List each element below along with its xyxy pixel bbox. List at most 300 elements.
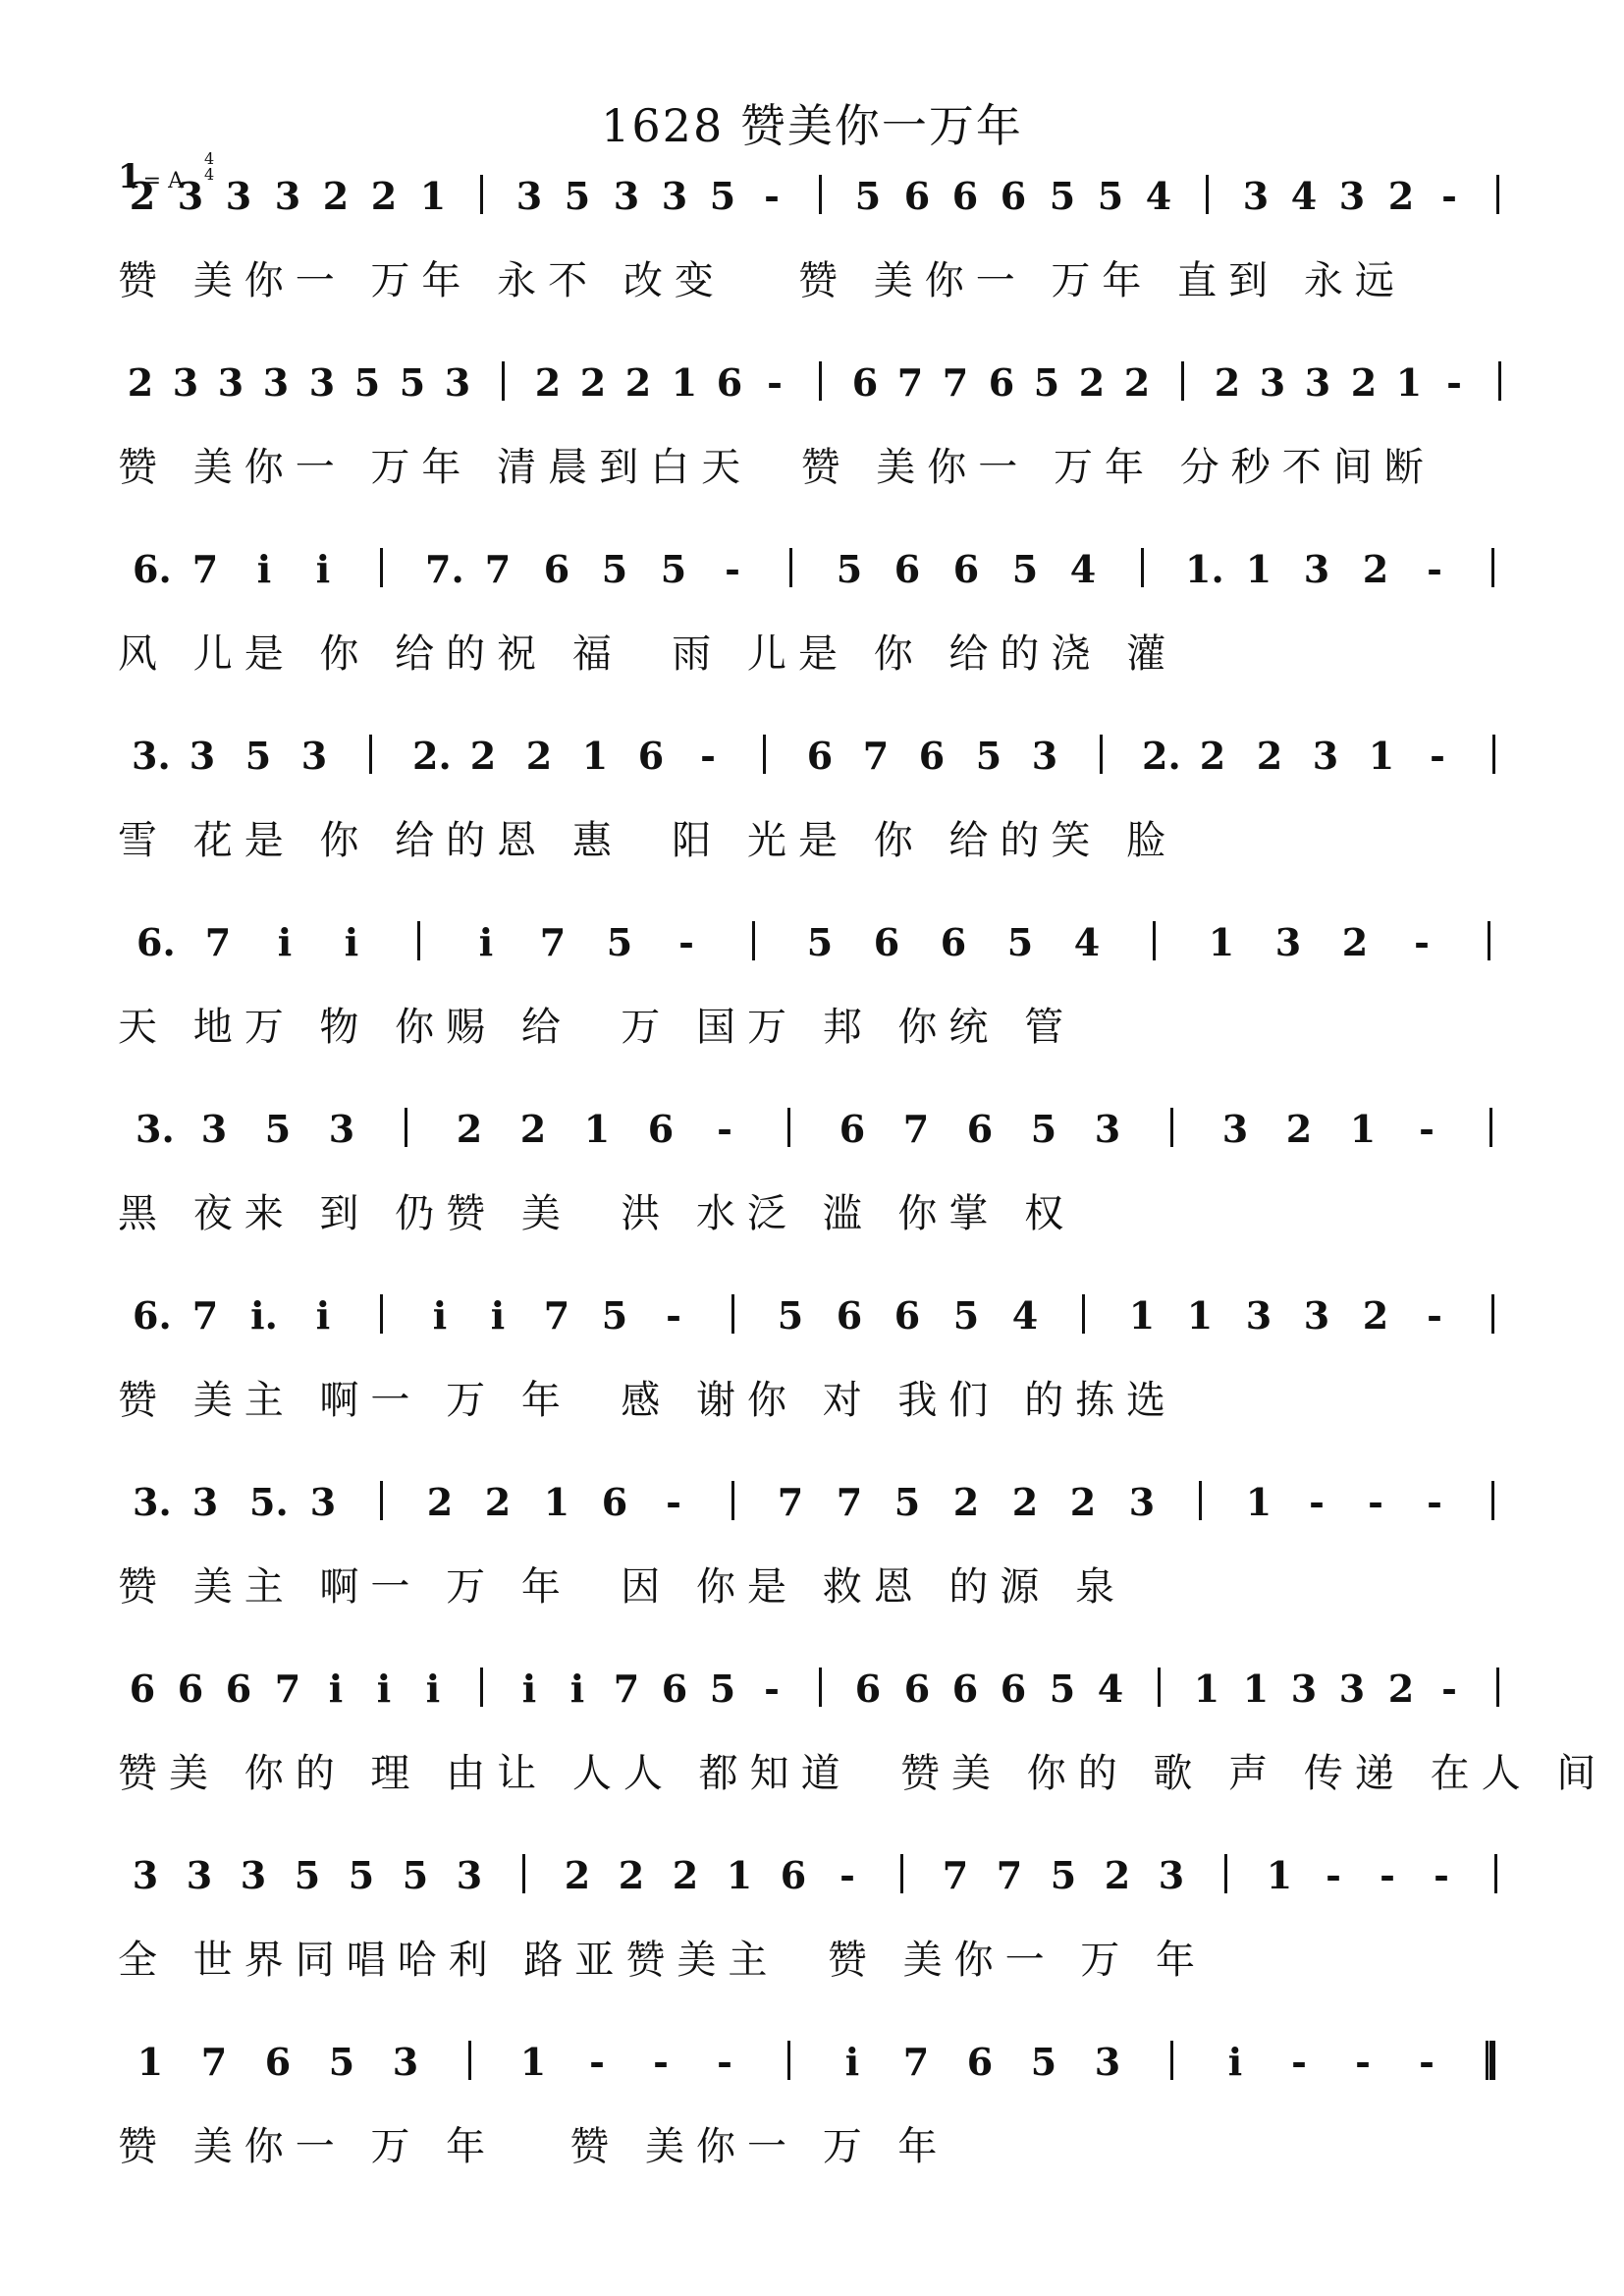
- note: 6: [129, 1667, 156, 1711]
- bar-line: [1199, 1481, 1202, 1520]
- note: 3: [309, 1480, 337, 1524]
- bar-line: [1206, 175, 1209, 214]
- note: i: [478, 920, 494, 964]
- extension-dash: -: [1419, 1107, 1435, 1151]
- notes-line: [118, 334, 1520, 432]
- note: 6: [264, 2040, 292, 2084]
- note: 6: [839, 1107, 866, 1151]
- note: 3: [1259, 360, 1286, 405]
- score-row: [0, 1453, 1624, 1611]
- note: 6: [661, 1667, 688, 1711]
- bar-line: [480, 1667, 483, 1707]
- note: 7: [191, 1293, 219, 1338]
- notes-line: [118, 1267, 1520, 1365]
- lyrics-line: [118, 996, 1522, 1051]
- note: 2: [1199, 734, 1226, 778]
- time-signature-bottom: 4: [204, 165, 215, 184]
- note: i: [432, 1293, 448, 1338]
- notes-line: [118, 1827, 1520, 1925]
- note: 2: [1078, 360, 1106, 405]
- note: 7: [862, 734, 890, 778]
- notes-line: [118, 707, 1520, 805]
- note: i: [344, 920, 359, 964]
- key-tonic: 1: [118, 157, 141, 196]
- note: 7: [902, 2040, 930, 2084]
- extension-dash: -: [767, 360, 783, 405]
- note: 5: [1097, 174, 1124, 218]
- note: 5: [660, 547, 687, 591]
- lyrics-line: [118, 1929, 1522, 1984]
- note: 1: [1128, 1293, 1156, 1338]
- extension-dash: -: [1427, 1480, 1442, 1524]
- note: 5: [952, 1293, 980, 1338]
- note: 5: [1049, 1667, 1076, 1711]
- note: 2: [370, 174, 398, 218]
- note: 6: [940, 920, 967, 964]
- note: 2: [426, 1480, 454, 1524]
- bar-line: [819, 175, 822, 214]
- extension-dash: -: [764, 1667, 780, 1711]
- note: 3: [1094, 1107, 1121, 1151]
- note: 3: [328, 1107, 355, 1151]
- bar-line: [731, 1481, 734, 1520]
- bar-line: [502, 361, 505, 401]
- notes-line: [118, 1453, 1520, 1552]
- notes-line: [118, 2013, 1520, 2111]
- note: 1: [519, 2040, 547, 2084]
- bar-line: [405, 1108, 407, 1147]
- lyrics-text: 黑 夜来 到 仍赞 美 洪 水泛 滥 你掌 权: [118, 1191, 1076, 1236]
- note: 3: [172, 360, 199, 405]
- lyrics-line: [118, 1742, 1608, 1797]
- notes-line: [118, 520, 1520, 619]
- note: 2: [129, 174, 156, 218]
- note: 1: [1208, 920, 1235, 964]
- bar-line: [380, 548, 383, 587]
- notes-line: [118, 894, 1520, 992]
- note: 3: [1031, 734, 1058, 778]
- note: 3: [1303, 1293, 1330, 1338]
- score-row: [0, 147, 1624, 304]
- note: 1: [1395, 360, 1423, 405]
- final-bar-line: [1486, 2041, 1495, 2080]
- bar-line: [468, 2041, 471, 2080]
- note: 1: [1242, 1667, 1270, 1711]
- note: 2: [1350, 360, 1378, 405]
- extension-dash: -: [589, 2040, 605, 2084]
- extension-dash: -: [1414, 920, 1430, 964]
- note: 3: [191, 1480, 219, 1524]
- note: 2: [1214, 360, 1241, 405]
- note: 6: [951, 174, 979, 218]
- note: 1: [671, 360, 698, 405]
- bar-line: [789, 548, 792, 587]
- note: i: [521, 1667, 537, 1711]
- note: 1: [136, 2040, 164, 2084]
- note: 2: [1341, 920, 1369, 964]
- note: 6: [647, 1107, 675, 1151]
- note: 2: [672, 1853, 699, 1897]
- note: 7: [191, 547, 219, 591]
- note: 4: [1145, 174, 1172, 218]
- score-row: [0, 2013, 1624, 2170]
- note: 5: [399, 360, 426, 405]
- note: i: [425, 1667, 441, 1711]
- note: 3.: [133, 1480, 172, 1524]
- bar-line: [1491, 1294, 1494, 1334]
- note: 7: [896, 360, 924, 405]
- note: 7: [274, 1667, 301, 1711]
- bar-line: [1158, 1667, 1161, 1707]
- note: 2: [1123, 360, 1151, 405]
- note: 6: [952, 547, 980, 591]
- note: 5: [1011, 547, 1039, 591]
- extension-dash: -: [1326, 1853, 1341, 1897]
- lyrics-text: 赞 美你一 万年 永不 改变 赞 美你一 万年 直到 永远: [118, 258, 1406, 303]
- note: 2: [952, 1480, 980, 1524]
- note: 4: [1097, 1667, 1124, 1711]
- extension-dash: -: [1441, 1667, 1457, 1711]
- lyrics-line: [118, 623, 1522, 678]
- note: 6: [1000, 1667, 1027, 1711]
- note: 6: [543, 547, 570, 591]
- extension-dash: -: [1430, 734, 1445, 778]
- notes-line: [118, 1080, 1520, 1178]
- note: 6: [1000, 174, 1027, 218]
- bar-line: [369, 735, 372, 774]
- note: 2: [322, 174, 350, 218]
- note: i: [328, 1667, 344, 1711]
- note: 6: [966, 1107, 994, 1151]
- note: 3: [1312, 734, 1339, 778]
- note: 6: [851, 360, 879, 405]
- note: 3: [1338, 174, 1366, 218]
- lyrics-text: 天 地万 物 你赐 给 万 国万 邦 你统 管: [118, 1005, 1076, 1050]
- bar-line: [900, 1854, 903, 1893]
- note: 2: [618, 1853, 645, 1897]
- note: 2: [624, 360, 652, 405]
- note: i: [569, 1667, 585, 1711]
- note: i: [315, 547, 331, 591]
- bar-line: [1496, 1667, 1499, 1707]
- note: 2.: [1142, 734, 1181, 778]
- note: 5: [264, 1107, 292, 1151]
- note: 6: [716, 360, 743, 405]
- note: 2: [469, 734, 497, 778]
- note: 1.: [1185, 547, 1224, 591]
- note: 1: [543, 1480, 570, 1524]
- extension-dash: -: [666, 1480, 681, 1524]
- bar-line: [1224, 1854, 1227, 1893]
- bar-line: [522, 1854, 525, 1893]
- bar-line: [1491, 1481, 1494, 1520]
- note: 6.: [133, 1293, 172, 1338]
- note: 3: [262, 360, 290, 405]
- lyrics-text: 赞 美主 啊一 万 年 感 谢你 对 我们 的拣选: [118, 1378, 1178, 1423]
- note: 2: [1387, 1667, 1415, 1711]
- bar-line: [1082, 1294, 1085, 1334]
- note: 6: [893, 547, 921, 591]
- note: 6: [854, 1667, 882, 1711]
- bar-line: [819, 361, 822, 401]
- note: 6: [601, 1480, 628, 1524]
- note: 5: [836, 547, 863, 591]
- note: 5: [1030, 2040, 1057, 2084]
- note: 3: [392, 2040, 419, 2084]
- bar-line: [1181, 361, 1184, 401]
- note: 6: [903, 1667, 931, 1711]
- note: 3: [217, 360, 244, 405]
- note: 1: [1245, 1480, 1272, 1524]
- note: i: [376, 1667, 392, 1711]
- note: 7: [777, 1480, 804, 1524]
- note: 5: [1033, 360, 1060, 405]
- note: 5: [975, 734, 1002, 778]
- bar-line: [1492, 735, 1495, 774]
- note: 6: [225, 1667, 252, 1711]
- bar-line: [763, 735, 766, 774]
- note: 2: [1387, 174, 1415, 218]
- note: 5: [294, 1853, 321, 1897]
- note: 6: [966, 2040, 994, 2084]
- note: 3: [1290, 1667, 1318, 1711]
- note: 5: [709, 174, 736, 218]
- note: 5: [402, 1853, 429, 1897]
- bar-line: [1141, 548, 1144, 587]
- bar-line: [380, 1294, 383, 1334]
- note: 3: [1304, 360, 1331, 405]
- note: 3: [274, 174, 301, 218]
- notes-line: [118, 1640, 1520, 1738]
- extension-dash: -: [1427, 547, 1442, 591]
- note: 5: [348, 1853, 375, 1897]
- note: i: [1227, 2040, 1243, 2084]
- note: 2: [1256, 734, 1283, 778]
- note: i: [490, 1293, 506, 1338]
- note: 3: [1128, 1480, 1156, 1524]
- note: i: [315, 1293, 331, 1338]
- note: i: [844, 2040, 860, 2084]
- lyrics-text: 雪 花是 你 给的恩 惠 阳 光是 你 给的笑 脸: [118, 818, 1178, 863]
- note: 5: [564, 174, 591, 218]
- note: 6: [903, 174, 931, 218]
- bar-line: [1170, 2041, 1173, 2080]
- note: 6: [177, 1667, 204, 1711]
- note: 7: [902, 1107, 930, 1151]
- note: 5: [854, 174, 882, 218]
- lyrics-text: 赞 美你一 万年 清晨到白天 赞 美你一 万年 分秒不间断: [118, 445, 1435, 490]
- extension-dash: -: [1446, 360, 1462, 405]
- note: 2: [525, 734, 553, 778]
- note: 7: [613, 1667, 640, 1711]
- note: 3: [200, 1107, 228, 1151]
- note: 6: [873, 920, 900, 964]
- note: 4: [1011, 1293, 1039, 1338]
- note: 3: [444, 360, 471, 405]
- note: 7: [942, 360, 969, 405]
- note: 1: [1186, 1293, 1214, 1338]
- note: 5: [806, 920, 834, 964]
- page-title: 1628 赞美你一万年: [601, 99, 1023, 152]
- note: 3: [177, 174, 204, 218]
- bar-line: [480, 175, 483, 214]
- note: 7.: [425, 547, 464, 591]
- note: 2: [1362, 1293, 1389, 1338]
- bar-line: [819, 1667, 822, 1707]
- note: 5: [244, 734, 272, 778]
- note: 2: [1011, 1480, 1039, 1524]
- note: 3: [1094, 2040, 1121, 2084]
- lyrics-line: [118, 1369, 1522, 1424]
- score-row: [0, 334, 1624, 491]
- note: 5: [777, 1293, 804, 1338]
- note: 3: [1303, 547, 1330, 591]
- extension-dash: -: [1441, 174, 1457, 218]
- lyrics-text: 全 世界同唱哈利 路亚赞美主 赞 美你一 万 年: [118, 1938, 1208, 1983]
- note: 2: [579, 360, 607, 405]
- score-row: [0, 520, 1624, 678]
- bar-line: [752, 921, 755, 960]
- note: 3: [1221, 1107, 1249, 1151]
- lyrics-text: 赞 美你一 万 年 赞 美你一 万 年: [118, 2124, 949, 2169]
- note: 2: [1362, 547, 1389, 591]
- note: 4: [1073, 920, 1101, 964]
- note: 6: [918, 734, 946, 778]
- note: 4: [1290, 174, 1318, 218]
- extension-dash: -: [1309, 1480, 1325, 1524]
- note: 3: [1274, 920, 1302, 964]
- note: 3: [1338, 1667, 1366, 1711]
- lyrics-line: [118, 436, 1522, 491]
- note: 1: [1245, 547, 1272, 591]
- lyrics-text: 赞美 你的 理 由让 人人 都知道 赞美 你的 歌 声 传递 在人 间: [118, 1751, 1608, 1796]
- note: 4: [1069, 547, 1097, 591]
- note: 2: [564, 1853, 591, 1897]
- note: 6: [988, 360, 1015, 405]
- note: 3: [1245, 1293, 1272, 1338]
- lyrics-line: [118, 1556, 1522, 1611]
- note: 6: [637, 734, 665, 778]
- note: 5: [606, 920, 633, 964]
- bar-line: [731, 1294, 734, 1334]
- note: 6.: [133, 547, 172, 591]
- note: 3: [613, 174, 640, 218]
- bar-line: [417, 921, 420, 960]
- note: 2: [456, 1107, 483, 1151]
- score-row: [0, 1827, 1624, 1984]
- note: 3: [515, 174, 543, 218]
- time-signature-top: 4: [204, 149, 215, 168]
- note: 5: [353, 360, 381, 405]
- extension-dash: -: [717, 2040, 732, 2084]
- note: 1: [1193, 1667, 1220, 1711]
- bar-line: [1494, 1854, 1497, 1893]
- note: 7: [484, 547, 512, 591]
- note: 2: [127, 360, 154, 405]
- score-row: [0, 1267, 1624, 1424]
- note: 3: [308, 360, 336, 405]
- note: i.: [250, 1293, 278, 1338]
- note: i: [256, 547, 272, 591]
- lyrics-line: [118, 1182, 1522, 1237]
- bar-line: [1170, 1108, 1173, 1147]
- bar-line: [1100, 735, 1103, 774]
- note: 5: [601, 1293, 628, 1338]
- note: 2.: [412, 734, 452, 778]
- note: 6: [951, 1667, 979, 1711]
- extension-dash: -: [1434, 1853, 1449, 1897]
- note: 1: [419, 174, 447, 218]
- note: 7: [996, 1853, 1023, 1897]
- extension-dash: -: [678, 920, 694, 964]
- score-row: [0, 1080, 1624, 1237]
- score-row: [0, 894, 1624, 1051]
- note: 1: [726, 1853, 753, 1897]
- note: 2: [1104, 1853, 1131, 1897]
- extension-dash: -: [1291, 2040, 1307, 2084]
- bar-line: [1489, 1108, 1492, 1147]
- score-row: [0, 707, 1624, 864]
- extension-dash: -: [717, 1107, 732, 1151]
- note: 1: [1349, 1107, 1377, 1151]
- extension-dash: -: [1427, 1293, 1442, 1338]
- note: 5.: [249, 1480, 289, 1524]
- note: 3: [132, 1853, 159, 1897]
- note: 5: [709, 1667, 736, 1711]
- note: 5: [1050, 1853, 1077, 1897]
- note: 3.: [135, 1107, 175, 1151]
- note: 3: [225, 174, 252, 218]
- note: 3.: [132, 734, 171, 778]
- note: 6: [893, 1293, 921, 1338]
- note: 3: [189, 734, 216, 778]
- bar-line: [1498, 361, 1501, 401]
- note: 1: [1368, 734, 1395, 778]
- note: 7: [200, 2040, 228, 2084]
- extension-dash: -: [1368, 1480, 1383, 1524]
- note: 7: [543, 1293, 570, 1338]
- note: 6: [780, 1853, 807, 1897]
- note: 5: [1006, 920, 1034, 964]
- notes-line: [118, 147, 1520, 246]
- lyrics-line: [118, 249, 1522, 304]
- note: 6: [806, 734, 834, 778]
- note: 2: [534, 360, 562, 405]
- extension-dash: -: [653, 2040, 669, 2084]
- note: 7: [836, 1480, 863, 1524]
- score-row: [0, 1640, 1624, 1797]
- note: 7: [539, 920, 567, 964]
- note: 5: [1049, 174, 1076, 218]
- extension-dash: -: [839, 1853, 855, 1897]
- note: 2: [519, 1107, 547, 1151]
- note: i: [277, 920, 293, 964]
- note: 6.: [136, 920, 176, 964]
- bar-line: [1488, 921, 1490, 960]
- bar-line: [1491, 548, 1494, 587]
- note: 7: [942, 1853, 969, 1897]
- note: 3: [1158, 1853, 1185, 1897]
- note: 1: [583, 1107, 611, 1151]
- extension-dash: -: [764, 174, 780, 218]
- note: 3: [456, 1853, 483, 1897]
- note: 3: [240, 1853, 267, 1897]
- note: 2: [484, 1480, 512, 1524]
- bar-line: [1496, 175, 1499, 214]
- bar-line: [787, 1108, 790, 1147]
- bar-line: [380, 1481, 383, 1520]
- extension-dash: -: [1419, 2040, 1435, 2084]
